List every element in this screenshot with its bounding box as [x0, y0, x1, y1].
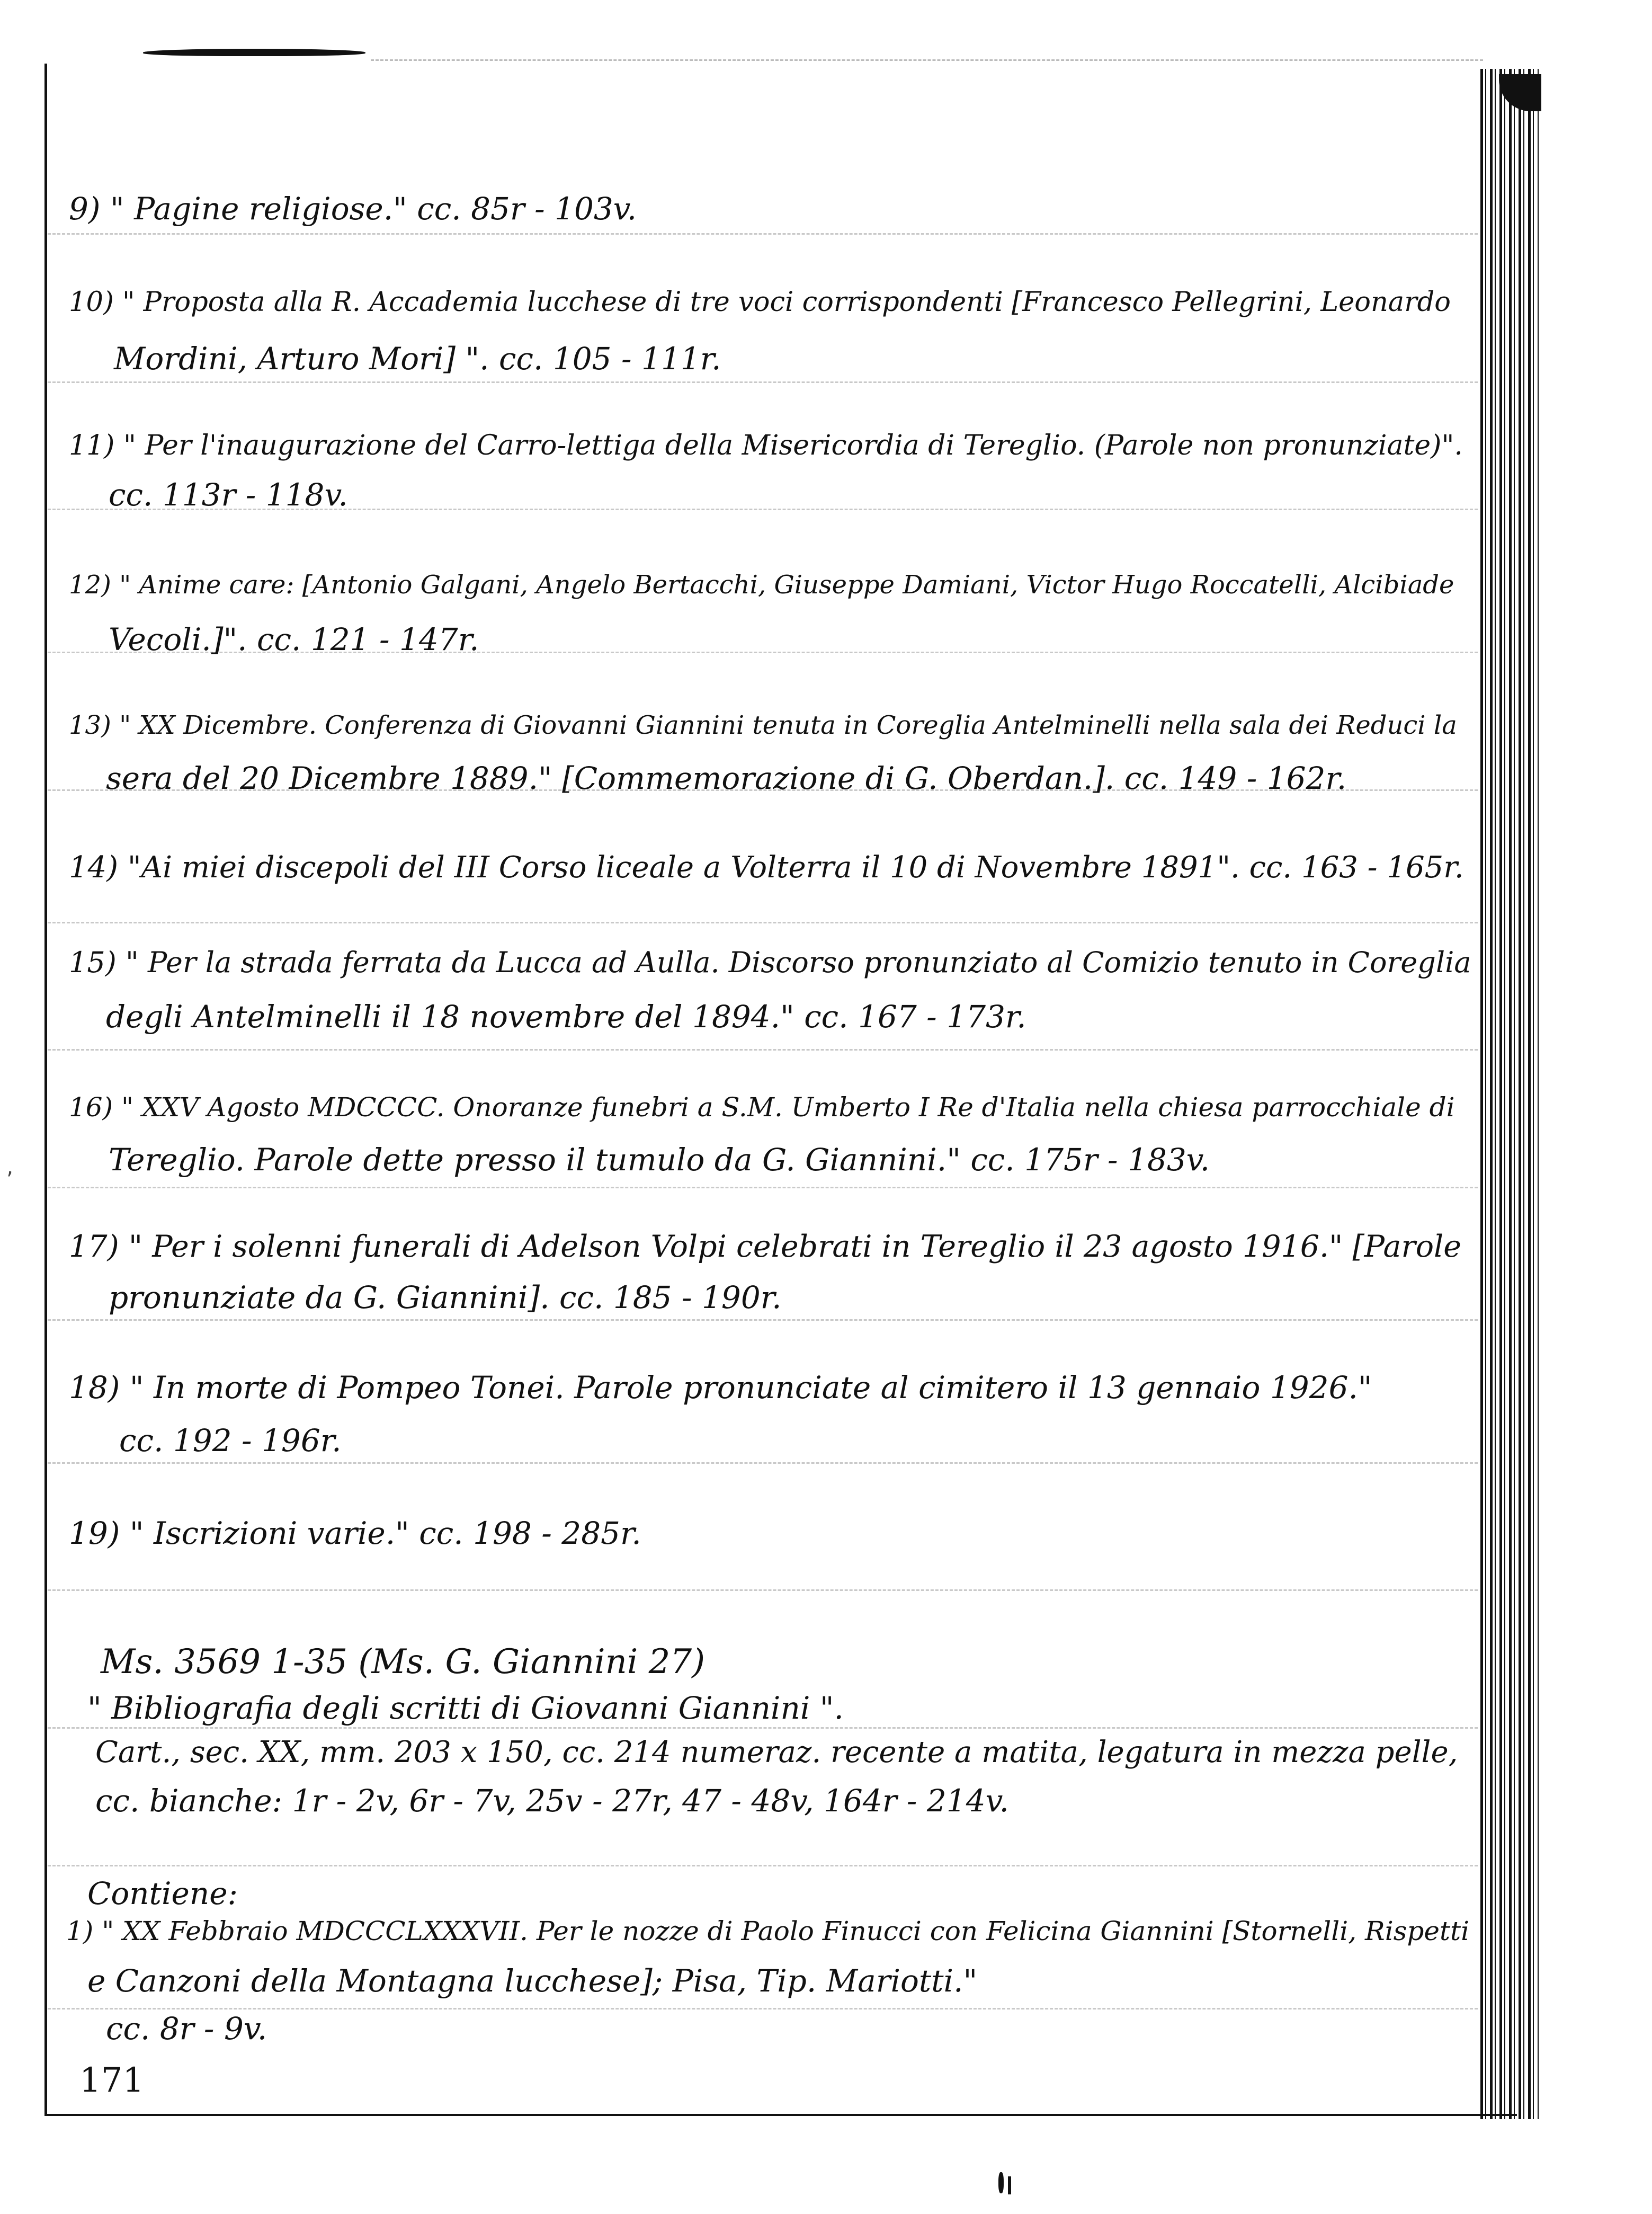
entry-line: cc. 113r - 118v.: [109, 477, 348, 513]
entry-line: 16) " XXV Agosto MDCCCC. Onoranze funebri a S.M. Umberto I Re d'Italia nella chiesa parrocchiale di: [69, 1092, 1455, 1123]
entry-line: Mordini, Arturo Mori] ". cc. 105 - 111r.: [114, 341, 721, 377]
ruled-line: [48, 1462, 1478, 1464]
contents-line: cc. 8r - 9v.: [106, 2011, 267, 2047]
contents-label: Contiene:: [87, 1875, 238, 1911]
description-line: cc. bianche: 1r - 2v, 6r - 7v, 25v - 27r, 47 - 48v, 164r - 214v.: [95, 1783, 1009, 1819]
page-number: 171: [79, 2061, 145, 2100]
entry-line: 9) " Pagine religiose." cc. 85r - 103v.: [69, 191, 637, 227]
ink-smudge: [143, 49, 365, 56]
ruled-line: [48, 1049, 1478, 1051]
entry-line: 14) "Ai miei discepoli del III Corso liceale a Volterra il 10 di Novembre 1891". cc. 163 - 165r.: [69, 850, 1464, 885]
entry-line: pronunziate da G. Giannini]. cc. 185 - 190r.: [109, 1279, 782, 1315]
ruled-line: [48, 1589, 1478, 1591]
ink-mark: [998, 2172, 1004, 2193]
entry-line: 10) " Proposta alla R. Accademia lucchese di tre voci corrispondenti [Francesco Pellegrini, Leonardo: [69, 287, 1451, 318]
contents-line: e Canzoni della Montagna lucchese]; Pisa, Tip. Mariotti.": [87, 1963, 978, 1999]
ruled-line: [48, 381, 1478, 383]
shelfmark: Ms. 3569 1-35 (Ms. G. Giannini 27): [101, 1642, 706, 1682]
entry-line: 12) " Anime care: [Antonio Galgani, Angelo Bertacchi, Giuseppe Damiani, Victor Hugo Roccatelli, Alcibiade: [69, 570, 1454, 600]
bottom-rule: [44, 2114, 1517, 2116]
entry-line: 15) " Per la strada ferrata da Lucca ad Aulla. Discorso pronunziato al Comizio tenuto in Coreglia: [69, 946, 1471, 979]
ruled-line: [48, 1187, 1478, 1188]
entry-line: 19) " Iscrizioni varie." cc. 198 - 285r.: [69, 1515, 641, 1551]
manuscript-title: " Bibliografia degli scritti di Giovanni Giannini ".: [87, 1690, 844, 1726]
margin-rule: [44, 64, 47, 2114]
entry-line: 18) " In morte di Pompeo Tonei. Parole pronunciate al cimitero il 13 gennaio 1926.": [69, 1370, 1372, 1406]
ruled-line: [48, 1727, 1478, 1729]
ruled-line: [48, 1865, 1478, 1866]
entry-line: 13) " XX Dicembre. Conferenza di Giovanni Giannini tenuta in Coreglia Antelminelli nella sala dei Reduci la: [69, 710, 1457, 740]
description-line: Cart., sec. XX, mm. 203 x 150, cc. 214 numeraz. recente a matita, legatura in mezza pelle,: [95, 1735, 1458, 1770]
ruled-line: [48, 922, 1478, 923]
ruled-line: [48, 2008, 1478, 2010]
margin-mark: ‚: [6, 1155, 13, 1179]
book-edge: [1480, 69, 1539, 2119]
entry-line: degli Antelminelli il 18 novembre del 1894." cc. 167 - 173r.: [106, 999, 1026, 1035]
ruled-line: [48, 1319, 1478, 1321]
entry-line: 11) " Per l'inaugurazione del Carro-lettiga della Misericordia di Tereglio. (Parole non pronunziate)".: [69, 430, 1463, 461]
entry-line: Vecoli.]". cc. 121 - 147r.: [109, 621, 479, 657]
entry-line: 17) " Per i solenni funerali di Adelson Volpi celebrati in Tereglio il 23 agosto 1916." [Parole: [69, 1229, 1461, 1264]
contents-line: 1) " XX Febbraio MDCCCLXXXVII. Per le nozze di Paolo Finucci con Felicina Giannini [Stornelli, Rispetti: [66, 1916, 1470, 1946]
ink-mark: [1008, 2176, 1011, 2194]
entry-line: sera del 20 Dicembre 1889." [Commemorazione di G. Oberdan.]. cc. 149 - 162r.: [106, 760, 1347, 796]
entry-line: cc. 192 - 196r.: [119, 1422, 342, 1459]
ruled-line: [371, 59, 1483, 63]
entry-line: Tereglio. Parole dette presso il tumulo da G. Giannini." cc. 175r - 183v.: [109, 1142, 1210, 1178]
ruled-line: [48, 233, 1478, 235]
